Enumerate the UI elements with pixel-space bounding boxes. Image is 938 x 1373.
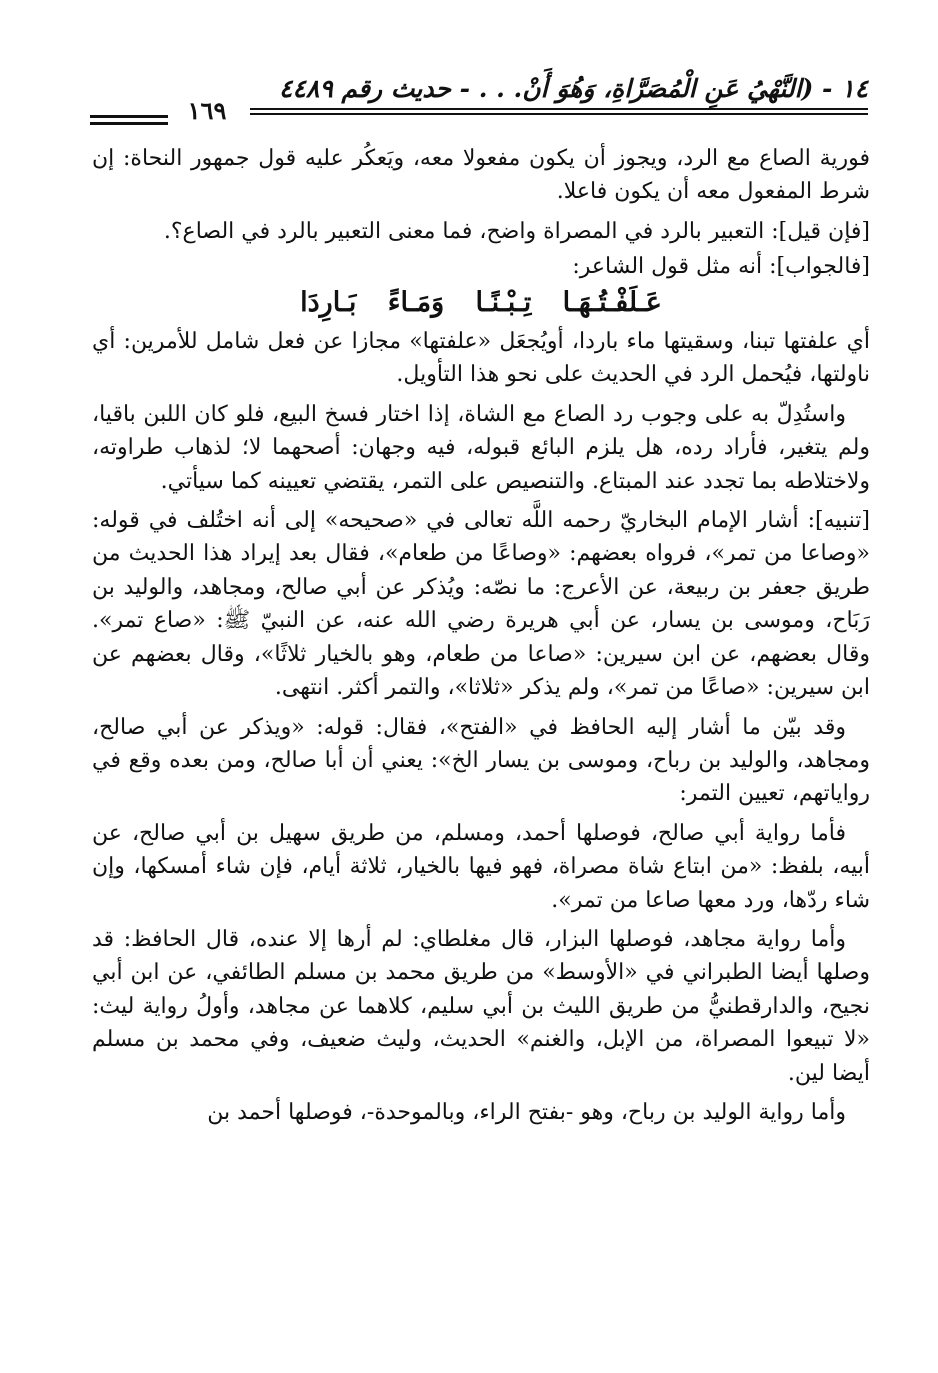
header-rule-left-bottom: [90, 122, 168, 125]
paragraph: أي علفتها تبنا، وسقيتها ماء باردا، أويُجعَل «علفتها» مجازا عن فعل شامل للأمرين: أي ناولتها، فيُحمل الرد في الحديث على نحو هذا التأويل.: [92, 329, 870, 388]
paragraph: وأما رواية مجاهد، فوصلها البزار، قال مغلطاي: لم أرها إلا عنده، قال الحافظ: قد وصلها أيضا الطبراني في «الأوسط» من طريق محمد بن مسلم الطائفي، عن ابن أبي نجيح، والدارقطنيُّ من طريق الليث بن أبي سليم، كلاهما عن مجاهد، وأولُ رواية ليث: «لا تبيعوا المصراة، من الإبل، والغنم» الحديث، وليث ضعيف، وفي محمد بن مسلم أيضا لين.: [92, 926, 870, 1086]
chapter-title: ١٤ - (النَّهْيُ عَنِ الْمُصَرَّاةِ، وَهُوَ أَنْ. . . - حديث رقم ٤٤٨٩: [279, 74, 868, 103]
paragraph: [فإن قيل]: التعبير بالرد في المصراة واضح، فما معنى التعبير بالرد في الصاع؟.: [163, 218, 870, 244]
page-number: ١٦٩: [187, 96, 227, 125]
header-rule-bottom: [250, 113, 868, 115]
header-rule-top: [250, 108, 868, 110]
body-text: [92, 142, 870, 1135]
page-header: [90, 74, 868, 134]
header-rule-left-top: [90, 115, 168, 118]
paragraph: وأما رواية الوليد بن رباح، وهو -بفتح الراء، وبالموحدة-، فوصلها أحمد بن: [207, 1099, 846, 1125]
paragraph: واستُدِلّ به على وجوب رد الصاع مع الشاة، إذا اختار فسخ البيع، فلو كان اللبن باقيا، ولم يتغير، فأراد رده، هل يلزم البائع قبوله، فيه وجهان: أصحهما لا؛ لذهاب طراوته، ولاختلاطه بما تجدد عند المبتاع. والتنصيص على التمر، يقتضي تعيينه كما سيأتي.: [92, 401, 870, 494]
paragraph: وقد بيّن ما أشار إليه الحافظ في «الفتح»، فقال: قوله: «ويذكر عن أبي صالح، ومجاهد، والوليد بن رباح، وموسى بن يسار الخ»: يعني أن أبا صالح، ومن بعده وقع في رواياتهم، تعيين التمر:: [92, 714, 870, 807]
paragraph: [تنبيه]: أشار الإمام البخاريّ رحمه اللَّه تعالى في «صحيحه» إلى أنه اختُلف في قوله: «وصاعا من تمر»، فرواه بعضهم: «وصاعًا من طعام»، فقال بعد إيراد هذا الحديث من طريق جعفر بن ربيعة، عن الأعرج: ما نصّه: ويُذكر عن أبي صالح، ومجاهد، والوليد بن رَبَاح، وموسى بن يسار، عن أبي هريرة رضي الله عنه، عن النبيّ ﷺ: «صاع تمر». وقال بعضهم، عن ابن سيرين: «صاعا من طعام، وهو بالخيار ثلاثًا»، وقال بعضهم عن ابن سيرين: «صاعًا من تمر»، ولم يذكر «ثلاثا»، والتمر أكثر. انتهى.: [92, 508, 870, 701]
paragraph: [فالجواب]: أنه مثل قول الشاعر:: [572, 254, 870, 280]
paragraph: فأما رواية أبي صالح، فوصلها أحمد، ومسلم، من طريق سهيل بن أبي صالح، عن أبيه، بلفظ: «من ابتاع شاة مصراة، فهو فيها بالخيار، ثلاثة أيام، فإن شاء أمسكها، وإن شاء ردّها، ورد معها صاعا من تمر».: [92, 820, 870, 913]
paragraph: فورية الصاع مع الرد، ويجوز أن يكون مفعولا معه، ويَعكُر عليه قول جمهور النحاة: إن شرط المفعول معه أن يكون فاعلا.: [92, 146, 870, 205]
poetry-verse: عَـلَفْـتُـهَـا تِـبْـنًـا وَمَـاءً بَـارِدَا: [300, 286, 662, 318]
